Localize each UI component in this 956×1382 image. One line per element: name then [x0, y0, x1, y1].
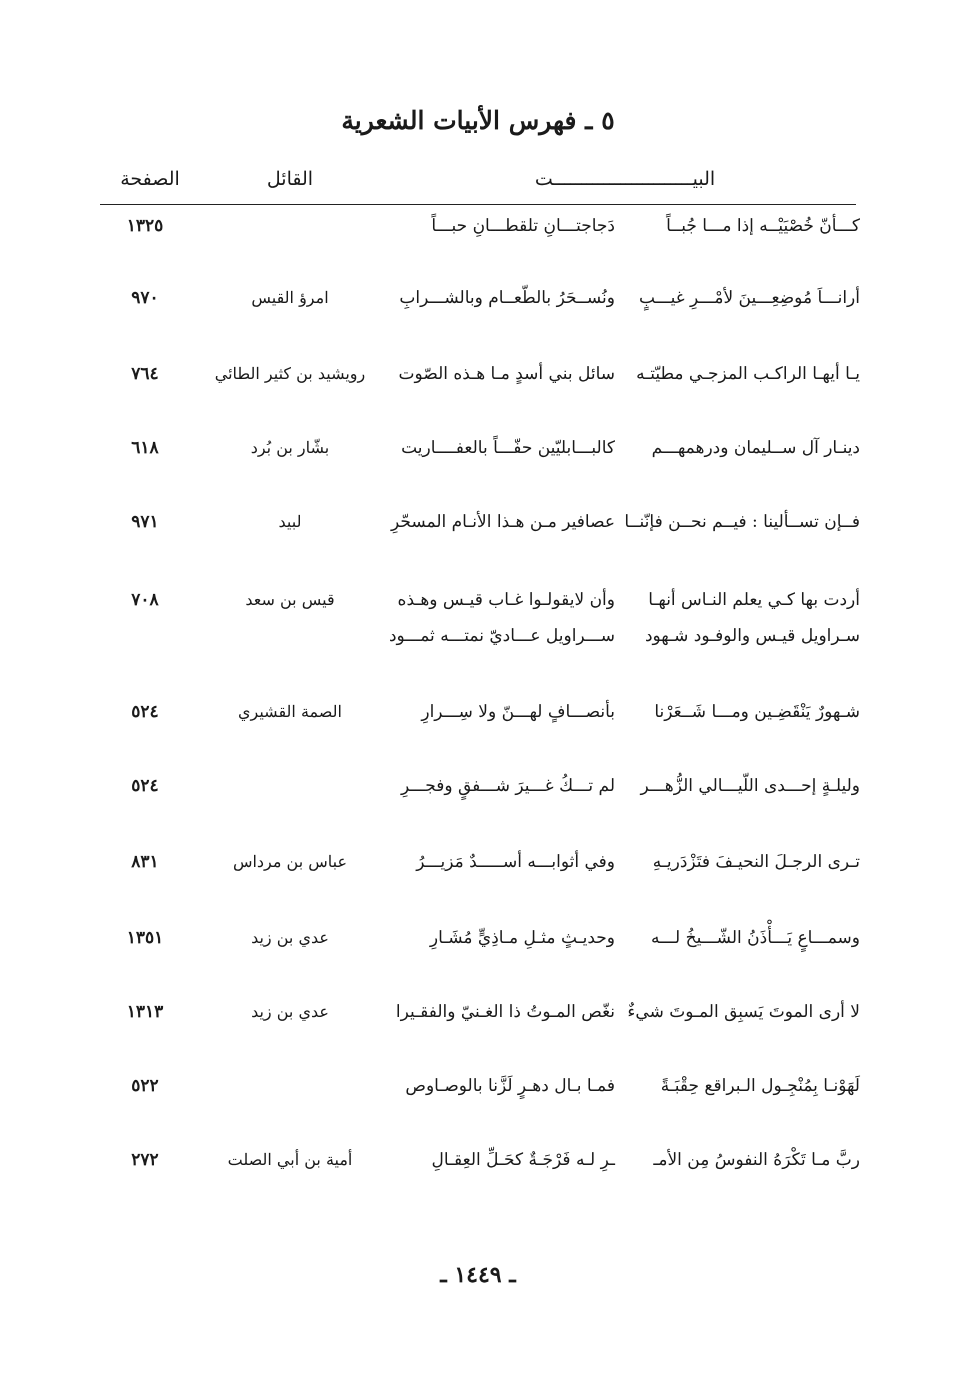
hemistich-second: بأنصـــافٍ لهـــنّ ولا سِـــرارِ: [421, 702, 615, 722]
author-name: عدي بن زيد: [251, 928, 329, 947]
page-ref: ١٣٢٥: [126, 216, 164, 236]
hemistich-first: لا أرى الموتَ يَسبِق المـوتَ شيءٌ: [627, 1002, 860, 1022]
hemistich-second: ـرِ لـه فَرْجَـةٌ كحَـلِّ العِقـالِ: [431, 1150, 615, 1170]
author-name: لبيد: [278, 512, 302, 531]
verse-line: [100, 852, 860, 882]
page-title: ٥ ـ فهرس الأبيات الشعرية: [341, 106, 615, 135]
page-ref: ٩٧٠: [131, 288, 159, 308]
verse-line: [100, 626, 860, 656]
hemistich-second: عصافير مـن هـذا الأنـام المسحّرِ: [390, 512, 615, 532]
hemistich-second: سائل بني أسدٍ مـا هـذه الصّوت: [398, 364, 615, 384]
hemistich-first: كـــأنّ خُصْيَيْــه إذا مـــا جُبــاً: [666, 216, 860, 236]
hemistich-second: وفي أثوابـــه أســـــدٌ مَزيـــرُ: [416, 852, 615, 872]
header-author: القائل: [266, 168, 314, 190]
page-ref: ٥٢٤: [131, 702, 159, 722]
verse-line: [100, 702, 860, 732]
hemistich-second: ســـراويل عـــاديّ نمتـــه ثمـــود: [388, 626, 615, 646]
verse-line: [100, 1076, 860, 1106]
hemistich-first: شـهورٌ يَنْقَضِـين ومـــا شَــعَرْنا: [654, 702, 860, 722]
header-page: الصفحة: [120, 168, 180, 190]
hemistich-second: كالبـــابليّين حفّـــاً بالعفــــاريت: [401, 438, 615, 458]
verse-line: [100, 590, 860, 620]
author-name: امرؤ القيس: [251, 288, 329, 307]
page-number: ـ ١٤٤٩ ـ: [440, 1262, 516, 1288]
page-ref: ١٣١٣: [126, 1002, 164, 1022]
page-ref: ١٣٥١: [126, 928, 164, 948]
verse-line: [100, 288, 860, 318]
header-verse: البيـــــــــــــــــــــــــت: [534, 168, 716, 190]
hemistich-first: يـا أيهـا الراكـب المزجـي مطيّتـه: [636, 364, 860, 384]
hemistich-first: سـراويل قيـس والوفـود شـهود: [644, 626, 860, 646]
verse-line: [100, 1150, 860, 1180]
verse-line: [100, 928, 860, 958]
hemistich-first: ربَّ مـا تَكْرَهُ النفوسُ مِن الأمـ: [653, 1150, 860, 1170]
verse-line: [100, 1002, 860, 1032]
hemistich-second: دَجاجتـــانِ تلقطـــانِ حبـــاً: [431, 216, 615, 236]
verse-line: [100, 364, 860, 394]
page-ref: ٧٦٤: [131, 364, 159, 384]
page-ref: ٢٧٢: [131, 1150, 159, 1170]
hemistich-second: وحديـثٍ مثـلِ مـاذِيٍّ مُشَـارِ: [429, 928, 615, 948]
author-name: بشّار بن بُرد: [250, 438, 330, 457]
hemistich-first: أرانـــاَ مُوضِعِـــينَ لأمْـــرِ غيـــبٍ: [638, 288, 860, 308]
page-ref: ٩٧١: [131, 512, 159, 532]
verse-line: [100, 216, 860, 246]
verse-line: [100, 438, 860, 468]
hemistich-first: لَهَوْنـا بِمُنْجِـول الـبراقع حِقْبَـةً: [660, 1076, 860, 1096]
author-name: الصمة القشيري: [238, 702, 342, 721]
hemistich-second: ونُســحَرُ بالطّعــام وبالشـــرابِ: [399, 288, 615, 308]
page-ref: ٥٢٤: [131, 776, 159, 796]
page-ref: ٨٣١: [131, 852, 159, 872]
hemistich-first: وليلـةٍ إحـــدى اللّيـــالي الزُّهـــر: [640, 776, 860, 796]
hemistich-first: فــإن تســألينا : فيــم نحــن فإنّنــا: [624, 512, 860, 532]
hemistich-second: وأن لايقولـوا غـاب قيـس وهـذه: [397, 590, 615, 610]
hemistich-second: نغّص المـوتُ ذا الغـنيّ والفقـيرا: [395, 1002, 615, 1022]
header-divider: [100, 204, 856, 205]
verse-line: [100, 512, 860, 542]
hemistich-first: دينـار آل ســليمان ودرهمهـــم: [651, 438, 860, 458]
hemistich-second: لم تـــكُ غـــيرَ شـــفقٍ وفجـــرِ: [400, 776, 615, 796]
page-ref: ٦١٨: [131, 438, 159, 458]
hemistich-first: أردت بها كـي يعلم النـاس أنهـا: [648, 590, 860, 610]
author-name: قيس بن سعد: [245, 590, 335, 609]
author-name: عدي بن زيد: [251, 1002, 329, 1021]
author-name: أمية بن أبي الصلت: [227, 1150, 353, 1169]
hemistich-first: وسمـــاعٍ يَـــأْذَنُ الشّـــيخُ لـــه: [650, 928, 860, 948]
page-ref: ٧٠٨: [131, 590, 159, 610]
author-name: رويشيد بن كثير الطائي: [214, 364, 366, 383]
verse-line: [100, 776, 860, 806]
author-name: عباس بن مرداس: [232, 852, 348, 871]
page-ref: ٥٢٢: [131, 1076, 159, 1096]
hemistich-first: تـرى الرجـلَ النحيـفَ فتَزْدَريـهِ: [652, 852, 860, 872]
hemistich-second: فمـا بـال دهـرٍ لَزَّنا بالوصـاوص: [405, 1076, 615, 1096]
